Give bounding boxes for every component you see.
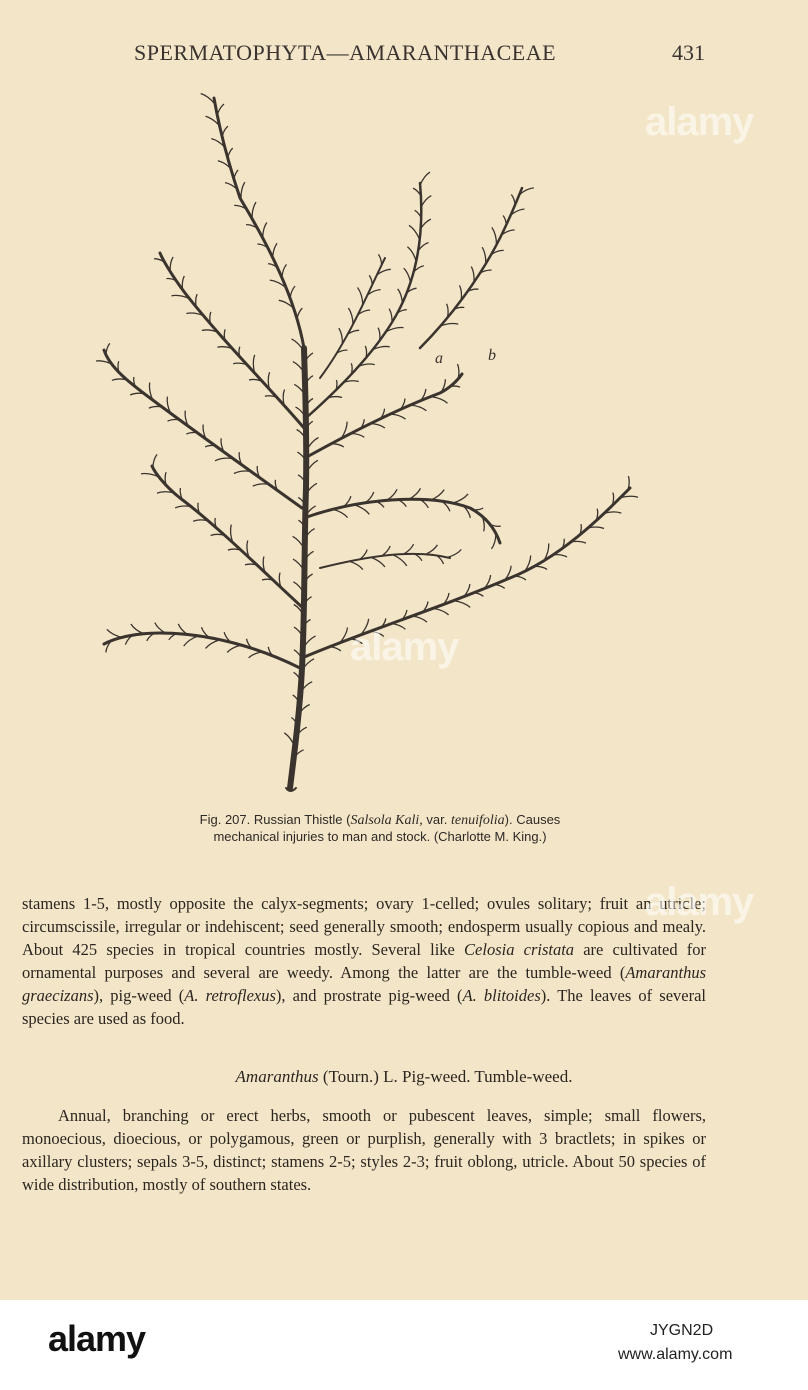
needle-leaf [118, 361, 119, 372]
needle-leaf [571, 541, 586, 543]
needle-leaf [206, 640, 221, 649]
needle-leaf [378, 328, 380, 341]
needle-leaf [253, 484, 269, 486]
needle-leaf [130, 393, 144, 395]
needle-leaf [492, 534, 496, 549]
needle-leaf [215, 458, 233, 461]
needle-leaf [175, 506, 191, 508]
needle-leaf [349, 561, 363, 569]
needle-leaf [407, 247, 416, 262]
needle-leaf [426, 545, 438, 554]
needle-leaf [336, 380, 337, 390]
needle-leaf [273, 243, 277, 257]
genus-rest: (Tourn.) L. Pig-weed. Tumble-weed. [318, 1067, 573, 1086]
needle-leaf [249, 652, 263, 658]
needle-leaf [297, 308, 302, 319]
graecizans-name: Amaranthus graecizans [22, 963, 706, 1005]
genus-description-paragraph: Annual, branching or erect herbs, smooth or pubescent leaves, simple; small flowers, monoecious, dioecious, or polygamous, green or purplish, generally with 3 bractlets; in spikes or axillary clusters; sepals 3-5, distinct; stamens 2-5; styles 2-3; fruit oblong, utricle. About 50 species of wide distribution, mostly of southern states. [22, 1106, 706, 1194]
needle-leaf [283, 390, 284, 406]
needle-leaf [234, 170, 238, 179]
needle-leaf [365, 346, 366, 358]
needle-leaf [210, 312, 211, 324]
needle-leaf [339, 328, 343, 344]
plant-drawing [90, 88, 650, 798]
needle-leaf [409, 488, 421, 499]
needle-leaf [222, 126, 228, 136]
family-description-paragraph [22, 892, 706, 1030]
figure-label-b: b [488, 347, 496, 364]
needle-leaf [398, 289, 403, 303]
needle-leaf [447, 304, 449, 318]
needle-leaf [184, 636, 199, 646]
needle-leaf [282, 264, 287, 277]
needle-leaf [534, 566, 547, 569]
needle-leaf [268, 372, 269, 389]
needle-leaf [409, 225, 420, 239]
running-title: SPERMATOPHYTA—AMARANTHACEAE [134, 40, 557, 65]
watermark: alamy [350, 625, 459, 669]
needle-leaf [421, 196, 431, 207]
figure-label-a: a [435, 350, 443, 367]
needle-leaf [290, 286, 295, 298]
needle-leaf [168, 420, 180, 422]
needle-leaf [404, 544, 414, 554]
needle-leaf [196, 294, 197, 307]
needle-leaf [431, 397, 448, 404]
needle-leaf [553, 555, 567, 557]
needle-leaf [410, 405, 426, 411]
needle-leaf [170, 257, 173, 272]
image-id: JYGN2D [650, 1322, 714, 1339]
needle-leaf [390, 414, 405, 419]
needle-leaf [492, 227, 497, 244]
needle-leaf [351, 363, 352, 374]
running-head [0, 40, 808, 70]
needle-leaf [369, 275, 372, 285]
needle-leaf [453, 494, 469, 503]
figure-caption [100, 812, 660, 845]
needle-leaf [239, 347, 240, 357]
needle-leaf [393, 555, 407, 566]
p1-text-c: ), pig-weed ( [93, 986, 185, 1005]
needle-leaf [217, 104, 224, 115]
needle-leaf [106, 343, 110, 354]
caption-line-1 [100, 812, 660, 829]
stock-footer [0, 1300, 808, 1390]
blitoides-name: A. blitoides [462, 986, 541, 1005]
needle-leaf [112, 379, 127, 380]
needle-leaf [227, 645, 241, 652]
needle-leaf [228, 148, 233, 158]
needle-leaf [460, 285, 462, 300]
needle-leaf [245, 564, 257, 565]
needle-leaf [182, 276, 184, 290]
caption-rest: ). Causes [504, 812, 561, 827]
p1-text-d: ), and prostrate pig-weed ( [275, 986, 463, 1005]
needle-leaf [354, 505, 369, 515]
needle-leaf [628, 476, 629, 490]
needle-leaf [389, 309, 392, 323]
needle-leaf [157, 492, 174, 493]
needle-leaf [511, 195, 515, 205]
p1-text-b: are cultivated for ornamental purposes and several are weedy. Among the latter are the tumble-weed ( [22, 940, 706, 982]
needle-leaf [412, 616, 427, 622]
needle-leaf [404, 268, 411, 283]
needle-leaf [473, 508, 483, 510]
caption-species: Salsola Kali, [350, 813, 423, 828]
p1-text-e: ). The leaves of several species are used as food. [22, 986, 706, 1028]
needle-leaf [252, 202, 256, 219]
needle-leaf [165, 472, 166, 485]
needle-leaf [331, 444, 344, 447]
needle-leaf [253, 355, 254, 373]
celosia-name: Celosia cristata [464, 940, 575, 959]
watermark: alamy [645, 100, 754, 144]
caption-var: var. [422, 812, 451, 827]
caption-line-2: mechanical injuries to man and stock. (Charlotte M. King.) [213, 829, 547, 844]
page-number: 431 [672, 40, 705, 65]
needle-leaf [211, 534, 225, 535]
genus-name: Amaranthus [235, 1067, 319, 1086]
needle-leaf [604, 512, 621, 513]
needle-leaf [458, 364, 459, 379]
needle-leaf [474, 593, 483, 597]
alamy-logo: alamy [48, 1318, 146, 1359]
needle-leaf [241, 182, 245, 200]
needle-leaf [454, 601, 471, 608]
needle-leaf [333, 509, 348, 517]
needle-leaf [153, 454, 157, 467]
needle-leaf [149, 406, 162, 408]
needle-leaf [378, 254, 381, 265]
needle-leaf [263, 223, 267, 239]
needle-leaf [471, 267, 474, 283]
needle-leaf [588, 527, 604, 528]
needle-leaf [494, 585, 504, 589]
needle-leaf [503, 216, 506, 226]
needle-leaf [612, 493, 613, 506]
needle-leaf [351, 434, 364, 438]
genus-heading [0, 1067, 808, 1087]
needle-leaf [228, 549, 241, 550]
needle-leaf [482, 247, 486, 264]
retroflexus-name: A. retroflexus [184, 986, 276, 1005]
needle-leaf [234, 471, 251, 474]
caption-fig-label: Fig. 207. Russian Thistle ( [199, 812, 351, 827]
needle-leaf [358, 288, 363, 305]
needle-leaf [433, 608, 449, 615]
needle-leaf [107, 629, 122, 637]
russian-thistle-illustration [90, 88, 650, 798]
needle-leaf [224, 329, 225, 340]
site-url: www.alamy.com [618, 1346, 733, 1363]
watermark: alamy [645, 880, 754, 924]
needle-leaf [447, 550, 461, 558]
needle-leaf [330, 647, 341, 651]
needle-leaf [431, 490, 444, 500]
needle-leaf [328, 397, 342, 398]
needle-leaf [131, 624, 144, 634]
needle-leaf [420, 172, 430, 185]
needle-leaf [262, 579, 273, 580]
caption-variety: tenuifolia [451, 813, 505, 828]
needle-leaf [371, 557, 385, 567]
needle-leaf [515, 576, 526, 580]
needle-leaf [193, 520, 208, 521]
needle-leaf [371, 424, 385, 428]
needle-leaf [348, 308, 353, 324]
p1-text-a: stamens 1-5, mostly opposite the calyx-segments; ovary 1-celled; ovules solitary; fruit an utricle; circumscissile, irregular or indehiscent; seed generally smooth; endosperm usually copious and mealy. About 425 species in tropical countries mostly. Several like [22, 894, 706, 959]
